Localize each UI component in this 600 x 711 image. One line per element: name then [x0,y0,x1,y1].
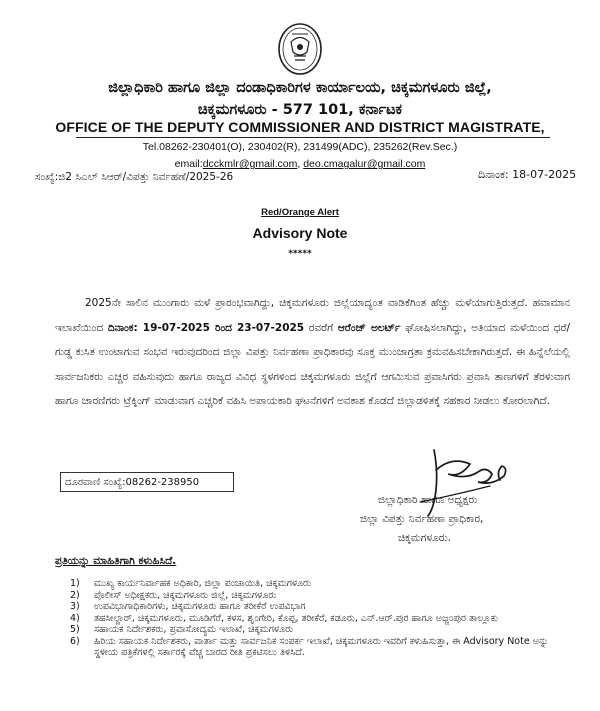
email-link-1[interactable]: dcckmlr@gmail.com [202,158,298,170]
body-text-part2: ರವರೆಗೆ [304,321,338,334]
letter-date [478,168,576,182]
phone-number: 08262-238950 [125,477,200,488]
list-item [70,578,570,590]
body-alert-text: ಆರೆಂಜ್ ಅಲರ್ಟ್ [337,321,401,334]
phone-number-box [60,472,234,492]
signatory-place: ಚಿಕ್ಕಮಗಳೂರು. [398,532,452,544]
karnataka-emblem-icon [277,22,323,76]
date-value: 18-07-2025 [512,168,577,181]
list-item-text: ಉಪವಿಭಾಗಾಧಿಕಾರಿಗಳು, ಚಿಕ್ಕಮಗಳೂರು ಹಾಗೂ ತರೀಕೆರೆ ಉಪವಿಭಾಗ [94,601,306,612]
email-label: email: [174,158,203,170]
office-name-kannada-line1: ಜಿಲ್ಲಾಧಿಕಾರಿ ಹಾಗೂ ಜಿಲ್ಲಾ ದಂಡಾಧಿಕಾರಿಗಳ ಕಾರ್ಯಾಲಯ, ಚಿಕ್ಕಮಗಳೂರು ಜಿಲ್ಲೆ, [108,80,492,96]
list-item [70,590,570,602]
list-item-number: 4) [70,612,80,624]
list-item-number: 2) [70,589,80,601]
list-item-number: 1) [70,578,80,589]
telephone-line: Tel.08262-230401(O), 230402(R), 231499(ADC), 235262(Rev.Sec.) [142,141,458,153]
list-item-text: ಸಹಾಯಕ ನಿರ್ದೇಶಕರು, ಪ್ರವಾಸೋದ್ಯಮ ಇಲಾಖೆ, ಚಿಕ್ಕಮಗಳೂರು [94,624,294,635]
email-separator: , [297,158,304,170]
list-item-number: 6) [70,635,80,647]
body-text-part3: ಘೋಷಿಸಲಾಗಿದ್ದು, ಅತಿಯಾದ ಮಳೆಯಿಂದ ಧರೆ/ಗುಡ್ಡ ಕುಸಿತ ಉಂಟಾಗುವ ಸಂಭವ ಇರುವುದರಿಂದ ಜಿಲ್ಲಾ ವಿಪತ್ತು ನಿರ್ವಹಣಾ ಪ್ರಾಧಿಕಾರವು ಸೂಕ್ತ ಮುಂಜಾಗ್ರತಾ ಕ್ರಮವಹಿಸಬೇಕಾಗಿರುತ್ತದೆ. ಈ ಹಿನ್ನೆಲೆಯಲ್ಲಿ ಸಾರ್ವಜನಿಕರು ಎಚ್ಚರ ವಹಿಸುವುದು ಹಾಗೂ ರಾಜ್ಯದ ವಿವಿಧ ಸ್ಥಳಗಳಿಂದ ಚಿಕ್ಕಮಗಳೂರು ಜಿಲ್ಲೆಗೆ ಆಗಮಿಸುವ ಪ್ರವಾಸಿಗರು ಪ್ರವಾಸಿ ತಾಣಗಳಿಗೆ ತೆರಳುವಾಗ ಹಾಗೂ ಚಾರಣಿಗರು ಟ್ರೆಕ್ಕಿಂಗ್ ಮಾಡುವಾಗ ಎಚ್ಚರಿಕೆ ವಹಿಸಿ ಅಪಾಯಕಾರಿ ಘಟನೆಗಳಿಗೆ ಅವಕಾಶ ಕೊಡದೆ ಜಿಲ್ಲಾಡಳಿತಕ್ಕೆ ಸಹಕಾರ ನೀಡಲು ಕೋರಲಾಗಿದೆ. [55,321,570,407]
alert-level: Red/Orange Alert [261,207,339,218]
list-item-number: 5) [70,624,80,635]
list-item [70,636,570,659]
phone-label: ದೂರವಾಣಿ ಸಂಖ್ಯೆ: [65,477,126,488]
list-item [70,601,570,613]
copy-to-list [70,578,570,659]
reference-number: ಸಂಖ್ಯೆ:ಜಿ2 ಸಿಎಲ್ ಸಿಆರ್/ವಿಪತ್ತು ನಿರ್ವಹಣೆ/2025-26 [35,171,234,183]
list-item-text: ಹಿರಿಯ ಸಹಾಯಕ ನಿರ್ದೇಶಕರು, ವಾರ್ತಾ ಮತ್ತು ಸಾರ್ವಜನಿಕ ಸಂಪರ್ಕ ಇಲಾಖೆ, ಚಿಕ್ಕಮಗಳೂರು ಇವರಿಗೆ ಕಳುಹಿಸುತ್ತಾ, ಈ Advisory Note ಅನ್ನು ಸ್ಥಳೀಯ ಪತ್ರಿಕೆಗಳಲ್ಲಿ ಸರ್ಕಾರಕ್ಕೆ ವೆಚ್ಚ ಬಾರದ ರೀತಿ ಪ್ರಕಟಿಸಲು ತಿಳಿಸಿದೆ. [94,635,549,658]
list-item [70,613,570,625]
signatory-designation: ಜಿಲ್ಲಾಧಿಕಾರಿ ಹಾಗೂ ಅಧ್ಯಕ್ಷರು [378,494,478,506]
signatory-authority: ಜಿಲ್ಲಾ ವಿಪತ್ತು ನಿರ್ವಹಣಾ ಪ್ರಾಧಿಕಾರ, [360,513,484,525]
date-label: ದಿನಾಂಕ: [478,168,509,181]
body-date-range: ದಿನಾಂಕ: 19-07-2025 ರಿಂದ 23-07-2025 [107,321,305,334]
list-item-text: ಮುಖ್ಯ ಕಾರ್ಯನಿರ್ವಾಹಕ ಅಧಿಕಾರಿ, ಜಿಲ್ಲಾ ಪಂಚಾಯಿತಿ, ಚಿಕ್ಕಮಗಳೂರು [94,578,312,589]
advisory-body [55,291,570,414]
office-name-english: OFFICE OF THE DEPUTY COMMISSIONER AND DISTRICT MAGISTRATE, [55,119,545,135]
copy-to-heading: ಪ್ರತಿಯನ್ನು ಮಾಹಿತಿಗಾಗಿ ಕಳುಹಿಸಿದೆ. [55,555,177,567]
header-divider [76,137,550,138]
signature-image [412,440,522,520]
title-separator: ***** [288,249,312,259]
list-item-text: ತಹಸೀಲ್ದಾರ್, ಚಿಕ್ಕಮಗಳೂರು, ಮೂಡಿಗೆರೆ, ಕಳಸ, ಶೃಂಗೇರಿ, ಕೊಪ್ಪ, ತರೀಕೆರೆ, ಕಡೂರು, ಎನ್.ಆರ್.ಪುರ ಹಾಗೂ ಅಜ್ಜಂಪುರ ತಾಲ್ಲೂಕು [94,612,499,624]
page-title: Advisory Note [252,225,348,241]
list-item [70,624,570,636]
list-item-number: 3) [70,601,80,612]
body-text-part1: 2025ನೇ ಸಾಲಿನ ಮುಂಗಾರು ಮಳೆ ಪ್ರಾರಂಭವಾಗಿದ್ದು, ಚಿಕ್ಕಮಗಳೂರು ಜಿಲ್ಲೆಯಾದ್ಯಂತ ವಾಡಿಕೆಗಿಂತ ಹೆಚ್ಚು ಮಳೆಯಾಗುತ್ತಿರುತ್ತದೆ. ಹವಾಮಾನ ಇಲಾಖೆಯಿಂದ [55,297,570,334]
office-name-kannada-line2: ಚಿಕ್ಕಮಗಳೂರು - 577 101, ಕರ್ನಾಟಕ [197,102,403,118]
email-link-2[interactable]: deo.cmagalur@gmail.com [303,158,426,170]
list-item-text: ಪೊಲೀಸ್ ಅಧೀಕ್ಷಕರು, ಚಿಕ್ಕಮಗಳೂರು ಜಿಲ್ಲೆ, ಚಿಕ್ಕಮಗಳೂರು [94,589,277,601]
